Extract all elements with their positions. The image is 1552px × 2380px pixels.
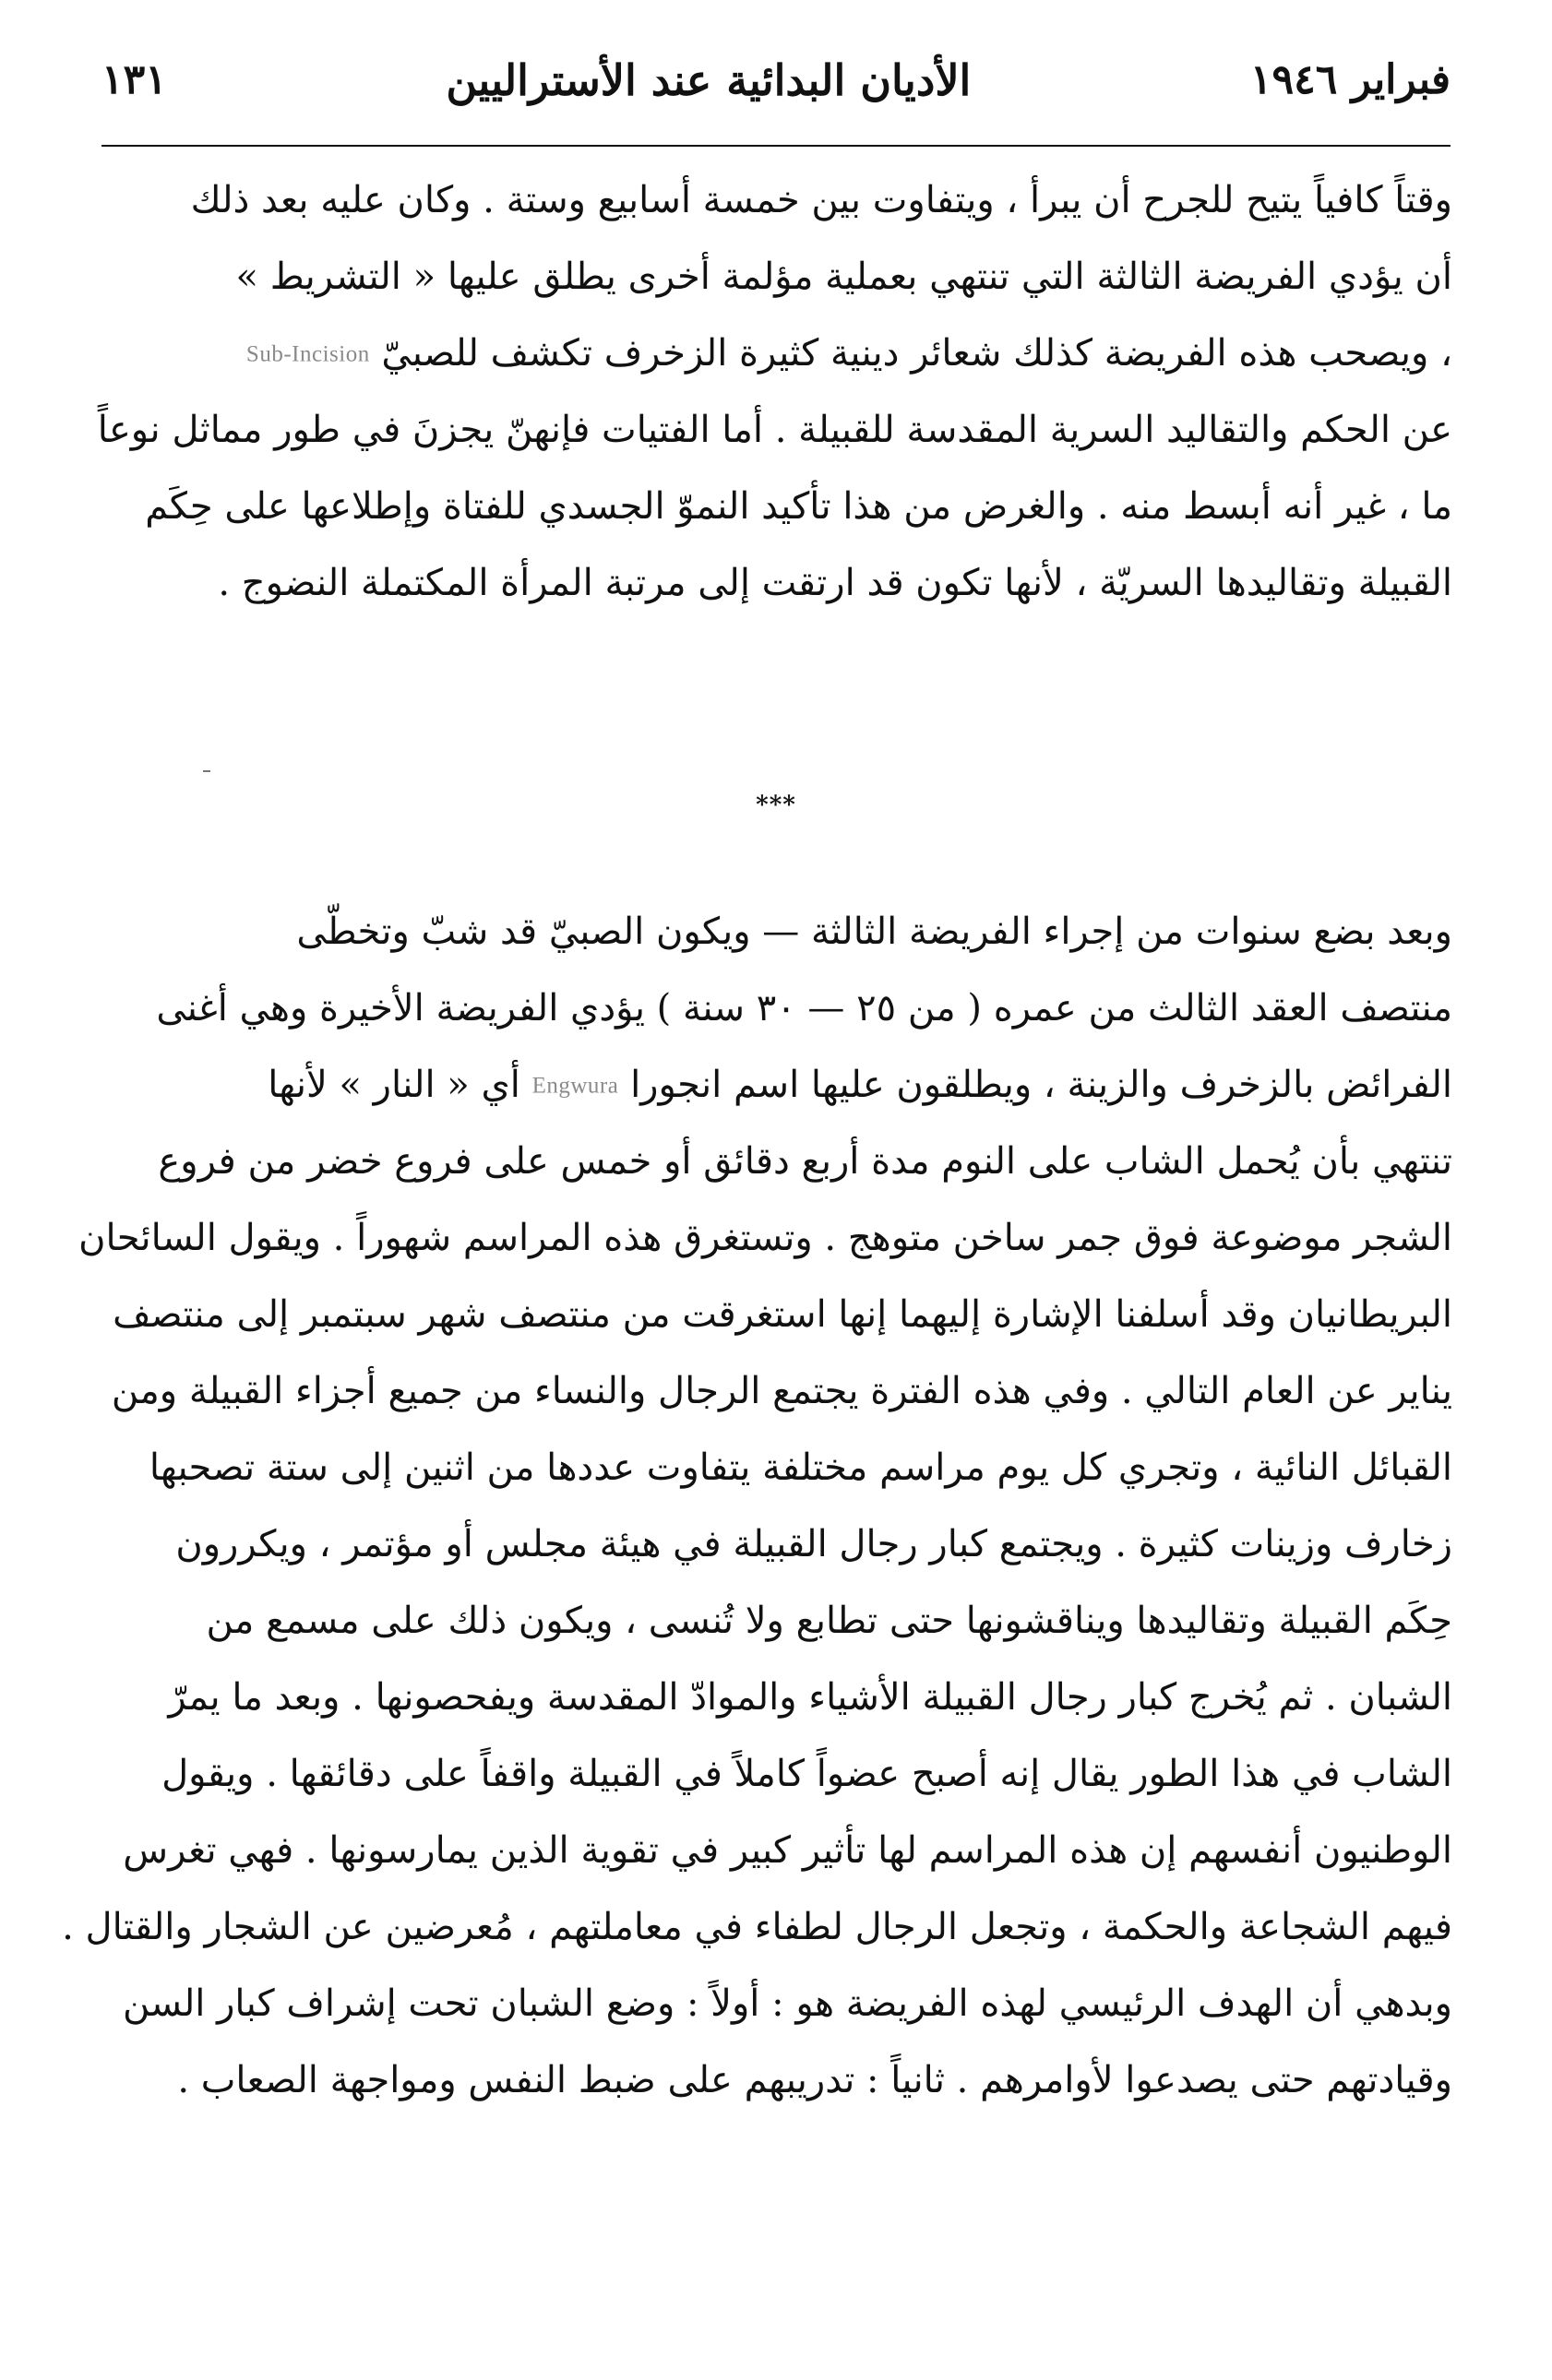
- paragraph-line-text: الفرائض بالزخرف والزينة ، ويطلقون عليها اسم انجورا: [630, 1064, 1452, 1106]
- paragraph-line: [100, 332, 1452, 411]
- paragraph-line: وبعد بضع سنوات من إجراء الفريضة الثالثة — ويكون الصبيّ قد شبّ وتخطّى: [296, 910, 1452, 953]
- header-divider: [101, 145, 1451, 147]
- stray-mark: [203, 770, 210, 772]
- paragraph-line: حِكَم القبيلة وتقاليدها ويناقشونها حتى تطابع ولا تُنسى ، ويكون ذلك على مسمع من: [206, 1600, 1452, 1642]
- issue-date: فبراير ١٩٤٦: [1249, 56, 1451, 103]
- paragraph-line: الشبان . ثم يُخرج كبار رجال القبيلة الأشياء والموادّ المقدسة ويفحصونها . وبعد ما يمرّ: [168, 1676, 1452, 1719]
- page-title: الأديان البدائية عند الأستراليين: [446, 55, 972, 105]
- paragraph-line-text: أي « النار » لأنها: [268, 1064, 520, 1106]
- paragraph-line: ما ، غير أنه أبسط منه . والغرض من هذا تأكيد النموّ الجسدي للفتاة وإطلاعها على حِكَم: [145, 485, 1452, 528]
- paragraph-line: تنتهي بأن يُحمل الشاب على النوم مدة أربع دقائق أو خمس على فروع خضر من فروع: [158, 1140, 1452, 1183]
- paragraph-1: [97, 179, 1452, 641]
- paragraph-line: فيهم الشجاعة والحكمة ، وتجعل الرجال لطفاء في معاملتهم ، مُعرضين عن الشجار والقتال .: [62, 1906, 1452, 1948]
- paragraph-line: وبدهي أن الهدف الرئيسي لهذه الفريضة هو : أولاً : وضع الشبان تحت إشراف كبار السن: [122, 1982, 1452, 2025]
- paragraph-line: القبيلة وتقاليدها السريّة ، لأنها تكون قد ارتقت إلى مرتبة المرأة المكتملة النضوج .: [218, 562, 1452, 604]
- paragraph-line: عن الحكم والتقاليد السرية المقدسة للقبيلة . أما الفتيات فإنهنّ يجزنَ في طور مماثل نوعاً: [97, 409, 1452, 451]
- paragraph-line: وقيادتهم حتى يصدعوا لأوامرهم . ثانياً : تدريبهم على ضبط النفس ومواجهة الصعاب .: [177, 2059, 1452, 2101]
- paragraph-line: القبائل النائية ، وتجري كل يوم مراسم مختلفة يتفاوت عددها من اثنين إلى ستة تصحبها: [149, 1446, 1452, 1489]
- paragraph-line: يناير عن العام التالي . وفي هذه الفترة يجتمع الرجال والنساء من جميع أجزاء القبيلة ومن: [111, 1370, 1452, 1412]
- latin-term: Sub-Incision: [245, 341, 370, 367]
- latin-term: Engwura: [531, 1073, 619, 1099]
- paragraph-line: [100, 1066, 1452, 1143]
- paragraph-line: الشجر موضوعة فوق جمر ساخن متوهج . وتستغرق هذه المراسم شهوراً . ويقول السائحان: [78, 1217, 1452, 1259]
- paragraph-line: وقتاً كافياً يتيح للجرح أن يبرأ ، ويتفاوت بين خمسة أسابيع وستة . وكان عليه بعد ذلك: [190, 179, 1452, 221]
- paragraph-2: [62, 910, 1452, 2138]
- paragraph-line: أن يؤدي الفريضة الثالثة التي تنتهي بعملية مؤلمة أخرى يطلق عليها « التشريط »: [235, 256, 1452, 298]
- running-header: [101, 48, 1451, 113]
- page-number: ١٣١: [101, 56, 167, 103]
- paragraph-line: زخارف وزينات كثيرة . ويجتمع كبار رجال القبيلة في هيئة مجلس أو مؤتمر ، ويكررون: [175, 1523, 1452, 1565]
- paragraph-line-text: ، ويصحب هذه الفريضة كذلك شعائر دينية كثيرة الزخرف تكشف للصبيّ: [381, 332, 1452, 375]
- paragraph-line: الشاب في هذا الطور يقال إنه أصبح عضواً كاملاً في القبيلة واقفاً على دقائقها . ويقول: [161, 1753, 1452, 1795]
- paragraph-line: منتصف العقد الثالث من عمره ( من ٢٥ — ٣٠ سنة ) يؤدي الفريضة الأخيرة وهي أغنى: [156, 987, 1452, 1029]
- paragraph-line: الوطنيون أنفسهم إن هذه المراسم لها تأثير كبير في تقوية الذين يمارسونها . فهي تغرس: [123, 1829, 1452, 1872]
- paragraph-line: البريطانيان وقد أسلفنا الإشارة إليهما إنها استغرقت من منتصف شهر سبتمبر إلى منتصف: [113, 1293, 1452, 1336]
- section-separator: ***: [756, 791, 796, 819]
